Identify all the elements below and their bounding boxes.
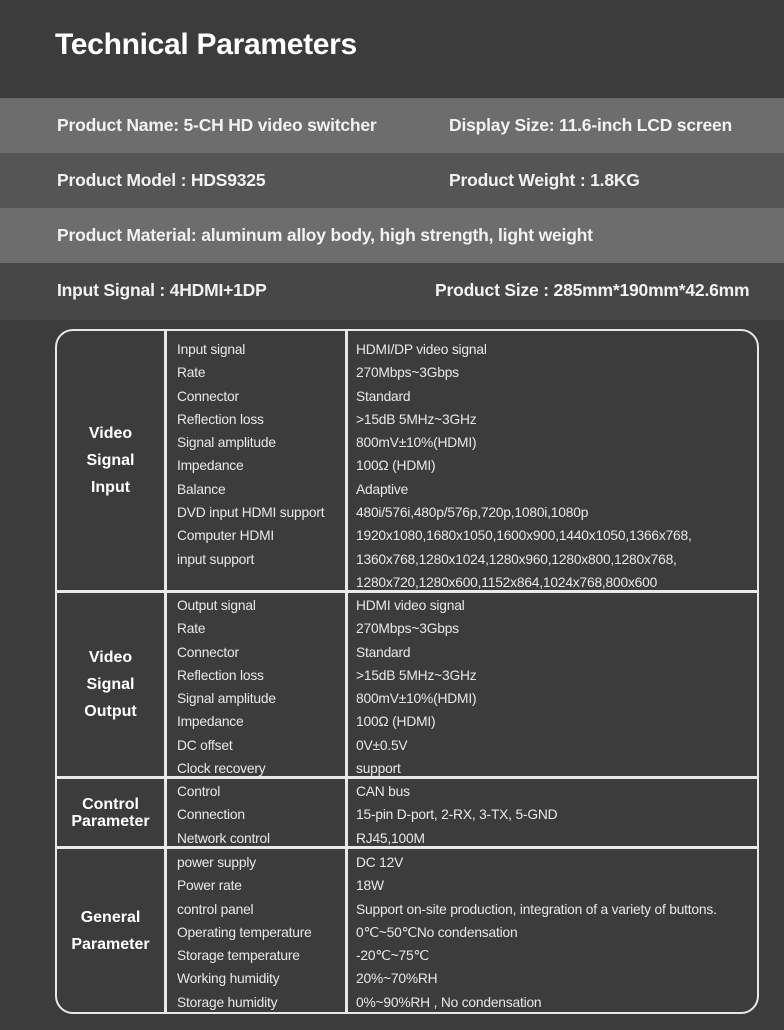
param-name: Signal amplitude <box>177 691 276 707</box>
param-value: Support on-site production, integration of a variety of buttons. <box>356 901 717 917</box>
product-name: Product Name: 5-CH HD video switcher <box>57 115 377 135</box>
param-value: >15dB 5MHz~3GHz <box>356 667 477 683</box>
param-name: Connection <box>177 807 245 823</box>
value-column <box>348 593 757 776</box>
section-label-line: Parameter <box>71 935 150 953</box>
param-value: 480i/576i,480p/576p,720p,1080i,1080p <box>356 505 589 521</box>
param-value: 0℃~50℃No condensation <box>356 924 518 940</box>
section-label-line: Signal <box>86 452 135 469</box>
value-column <box>348 779 757 846</box>
param-value: 18W <box>356 878 384 894</box>
section-general-parameter <box>57 849 757 1012</box>
spec-band-model-weight <box>0 153 784 208</box>
param-value: 100Ω (HDMI) <box>356 714 436 730</box>
param-value: 800mV±10%(HDMI) <box>356 691 477 707</box>
spec-band-material <box>0 208 784 263</box>
section-video-signal-output <box>57 593 757 779</box>
param-column <box>167 331 348 590</box>
param-name: power supply <box>177 855 256 870</box>
param-value: 270Mbps~3Gbps <box>356 365 459 381</box>
param-name: Reflection loss <box>177 411 264 427</box>
param-value: >15dB 5MHz~3GHz <box>356 411 477 427</box>
param-name: Reflection loss <box>177 667 264 683</box>
section-label-line: Control <box>82 795 139 813</box>
param-value: -20℃~75℃ <box>356 948 429 964</box>
param-value: support <box>356 761 401 777</box>
section-label <box>57 779 167 846</box>
section-label <box>57 331 167 590</box>
section-label <box>57 849 167 1012</box>
param-name: DVD input HDMI support <box>177 505 325 521</box>
param-name: Rate <box>177 365 206 381</box>
parameter-table <box>55 329 759 1014</box>
param-name: Impedance <box>177 714 244 730</box>
product-weight: Product Weight : 1.8KG <box>449 170 640 190</box>
param-value: 1280x720,1280x600,1152x864,1024x768,800x600 <box>356 574 658 590</box>
param-value: Standard <box>356 388 411 404</box>
param-value: 100Ω (HDMI) <box>356 458 436 474</box>
section-label-line: Video <box>88 425 133 442</box>
section-label-line: General <box>80 908 141 926</box>
product-model: Product Model : HDS9325 <box>57 170 266 190</box>
param-name: Operating temperature <box>177 924 312 940</box>
value-column <box>348 849 757 1012</box>
param-value: HDMI video signal <box>356 598 465 613</box>
param-name: Clock recovery <box>177 761 266 777</box>
param-value: 800mV±10%(HDMI) <box>356 435 477 451</box>
value-column <box>348 331 757 590</box>
param-name: DC offset <box>177 737 233 753</box>
section-video-signal-input <box>57 331 757 593</box>
param-column <box>167 849 348 1012</box>
param-name: Computer HDMI <box>177 528 275 544</box>
page-title: Technical Parameters <box>55 28 357 61</box>
param-value: 20%~70%RH <box>356 971 438 987</box>
param-value: Standard <box>356 644 411 660</box>
param-name: control panel <box>177 901 254 917</box>
spec-band-input-size <box>0 263 784 320</box>
param-name: Network control <box>177 830 270 846</box>
param-name: Output signal <box>177 598 256 613</box>
param-name: Signal amplitude <box>177 435 276 451</box>
section-control-parameter <box>57 779 757 849</box>
section-label <box>57 593 167 776</box>
param-value: CAN bus <box>356 784 410 799</box>
param-name: Storage humidity <box>177 994 278 1010</box>
param-value: DC 12V <box>356 855 404 870</box>
param-name: Input signal <box>177 342 246 357</box>
param-name: Rate <box>177 621 206 637</box>
param-name: Connector <box>177 388 239 404</box>
section-label-line: Output <box>84 703 137 720</box>
param-name: Power rate <box>177 878 242 894</box>
param-value: Adaptive <box>356 481 409 497</box>
param-name: Connector <box>177 644 239 660</box>
param-column <box>167 779 348 846</box>
param-value: 0V±0.5V <box>356 737 408 753</box>
product-material: Product Material: aluminum alloy body, high strength, light weight <box>57 225 593 245</box>
param-name: Storage temperature <box>177 948 300 964</box>
param-value: HDMI/DP video signal <box>356 342 487 357</box>
display-size: Display Size: 11.6-inch LCD screen <box>449 115 733 135</box>
param-value: 1920x1080,1680x1050,1600x900,1440x1050,1366x768, <box>356 528 692 544</box>
param-value: RJ45,100M <box>356 830 425 846</box>
param-name: Working humidity <box>177 971 280 987</box>
param-name: Impedance <box>177 458 244 474</box>
param-column <box>167 593 348 776</box>
spec-band-name-display <box>0 98 784 153</box>
param-value: 1360x768,1280x1024,1280x960,1280x800,1280x768, <box>356 551 677 567</box>
section-label-line: Input <box>90 479 131 496</box>
input-signal: Input Signal : 4HDMI+1DP <box>57 280 267 300</box>
param-name: Control <box>177 784 221 799</box>
param-value: 15-pin D-port, 2-RX, 3-TX, 5-GND <box>356 807 558 823</box>
param-name: Balance <box>177 481 226 497</box>
section-label-line: Parameter <box>71 812 150 830</box>
param-name: input support <box>177 551 255 567</box>
section-label-line: Video <box>88 649 133 666</box>
product-size: Product Size : 285mm*190mm*42.6mm <box>435 280 750 300</box>
param-value: 270Mbps~3Gbps <box>356 621 459 637</box>
param-value: 0%~90%RH , No condensation <box>356 994 542 1010</box>
section-label-line: Signal <box>86 676 135 693</box>
